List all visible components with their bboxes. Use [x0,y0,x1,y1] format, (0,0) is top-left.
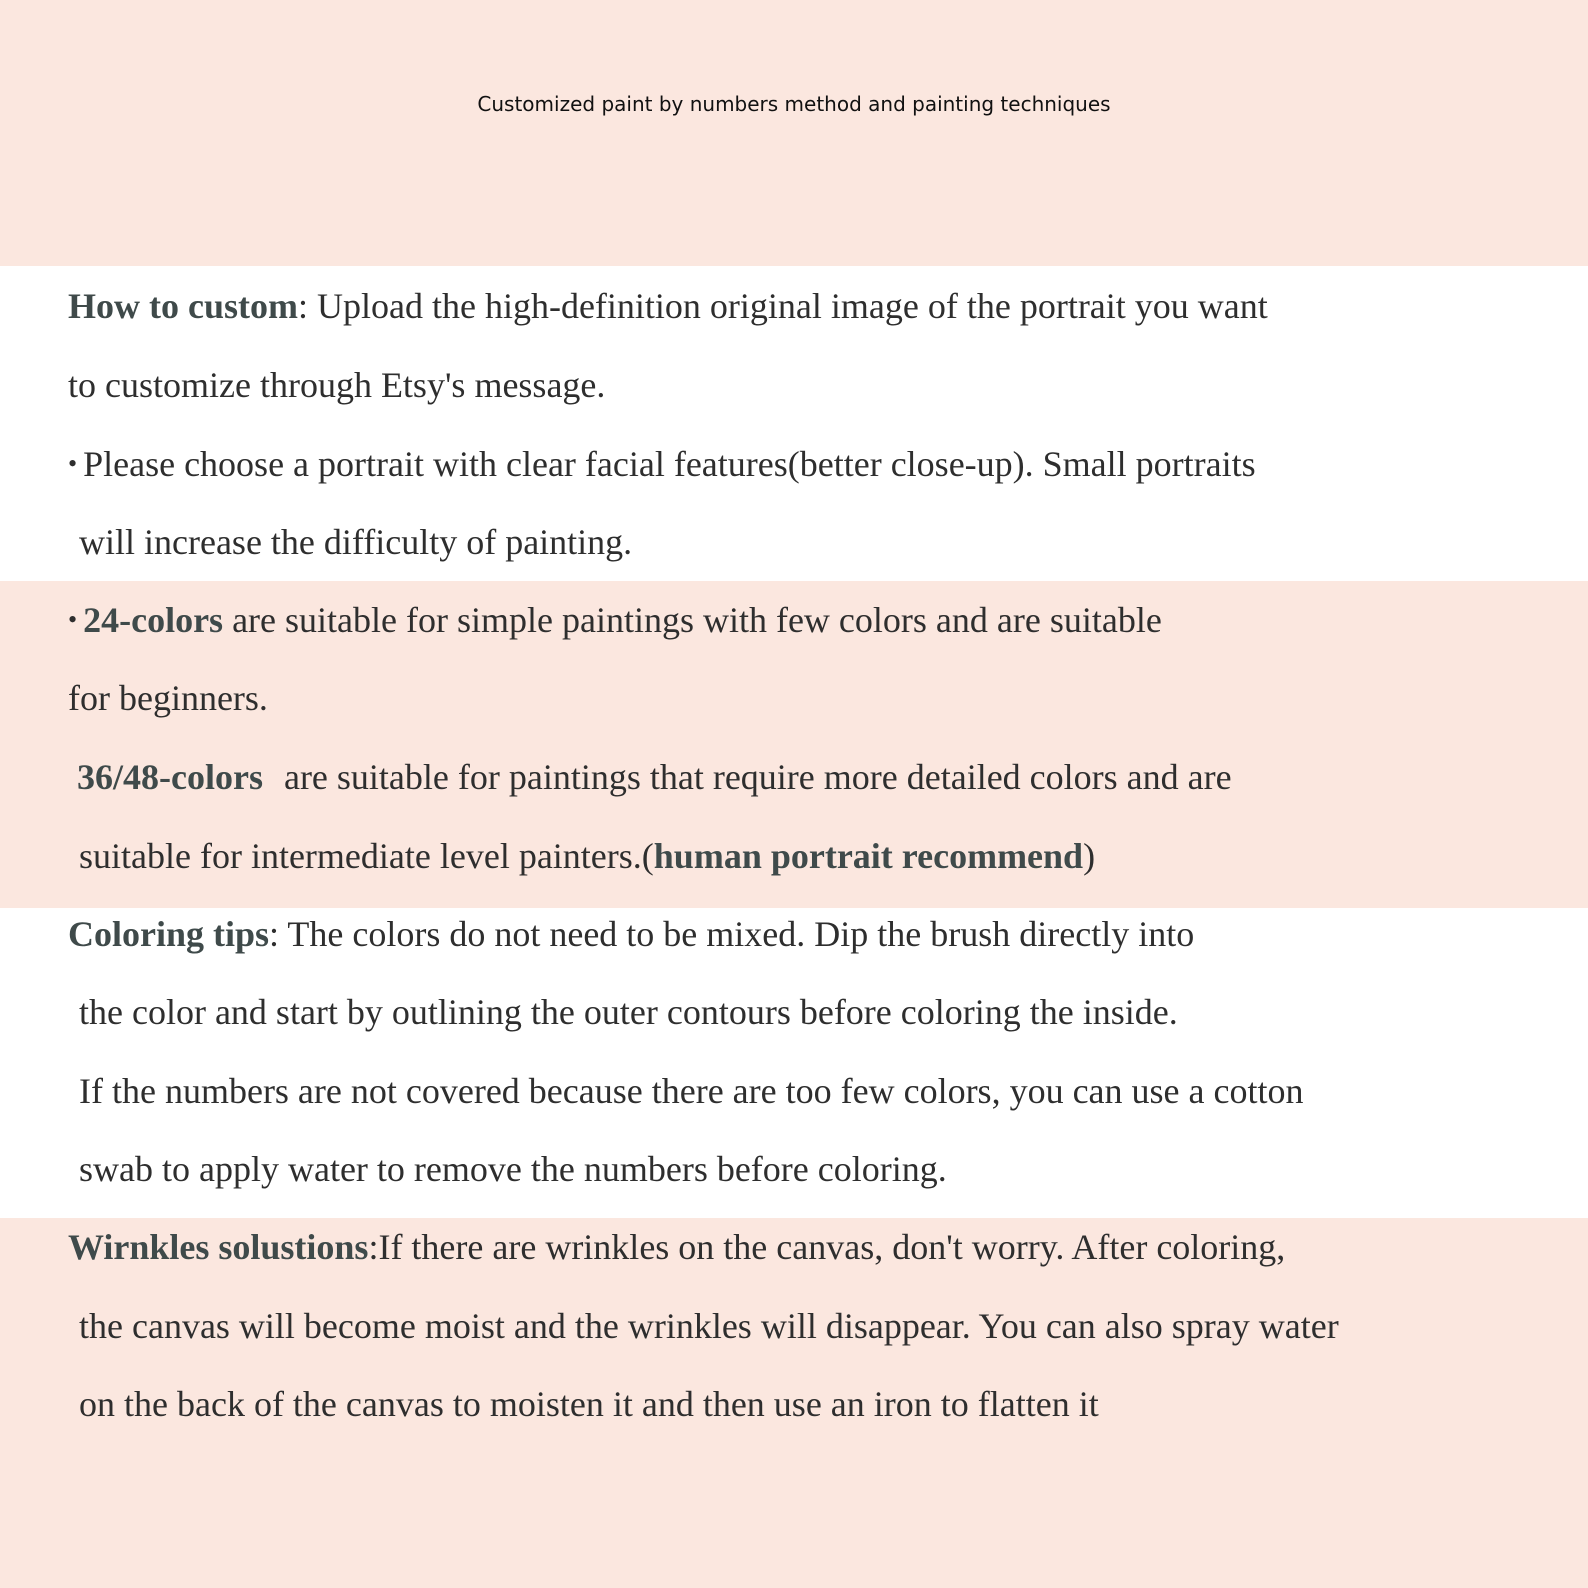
coloring-line-1 [68,914,1194,954]
coloring-line-3: If the numbers are not covered because there are too few colors, you can use a cotton [79,1071,1304,1111]
colors36-text-2: suitable for intermediate level painters.( [79,836,654,876]
wrinkles-separator: : [368,1227,379,1267]
coloring-line-4: swab to apply water to remove the numbers before coloring. [79,1149,947,1189]
coloring-line-2: the color and start by outlining the outer contours before coloring the inside. [79,992,1178,1032]
coloring-label: Coloring tips [68,914,270,954]
colors24-line-1 [68,600,1162,644]
page-title: Customized paint by numbers method and painting techniques [477,92,1111,116]
custom-text-3: Please choose a portrait with clear facial features(better close-up). Small portraits [83,444,1256,484]
colors36-label: 36/48-colors [77,757,263,797]
recommend-label: human portrait recommend [653,836,1084,876]
wrinkles-label: Wirnkles solustions [68,1227,369,1267]
custom-line-1 [68,286,1268,326]
header-band [0,0,1588,266]
colors36-text-1: are suitable for paintings that require more detailed colors and are [274,757,1232,797]
coloring-separator: : [269,914,280,954]
custom-separator: : [297,286,308,326]
colors24-line-2: for beginners. [68,678,268,718]
wrinkles-line-1 [68,1227,1285,1267]
colors24-label: 24-colors [83,600,224,640]
wrinkles-text-1: If there are wrinkles on the canvas, don't worry. After coloring, [378,1227,1286,1267]
colors36-text-2-end: ) [1083,836,1096,876]
colors36-line-1 [77,757,1232,797]
custom-line-3 [68,444,1256,488]
coloring-text-1: The colors do not need to be mixed. Dip the brush directly into [279,914,1195,954]
wrinkles-line-2: the canvas will become moist and the wrinkles will disappear. You can also spray water [79,1306,1339,1346]
bullet-icon: • [68,605,78,634]
colors36-line-2 [79,836,1095,876]
bullet-icon: • [68,449,78,478]
custom-line-2: to customize through Etsy's message. [68,365,606,405]
custom-text-1: Upload the high-definition original image of the portrait you want [308,286,1268,326]
colors24-text-1: are suitable for simple paintings with few colors and are suitable [223,600,1162,640]
custom-label: How to custom [68,286,298,326]
wrinkles-line-3: on the back of the canvas to moisten it and then use an iron to flatten it [79,1384,1099,1424]
custom-line-4: will increase the difficulty of painting. [79,522,633,562]
